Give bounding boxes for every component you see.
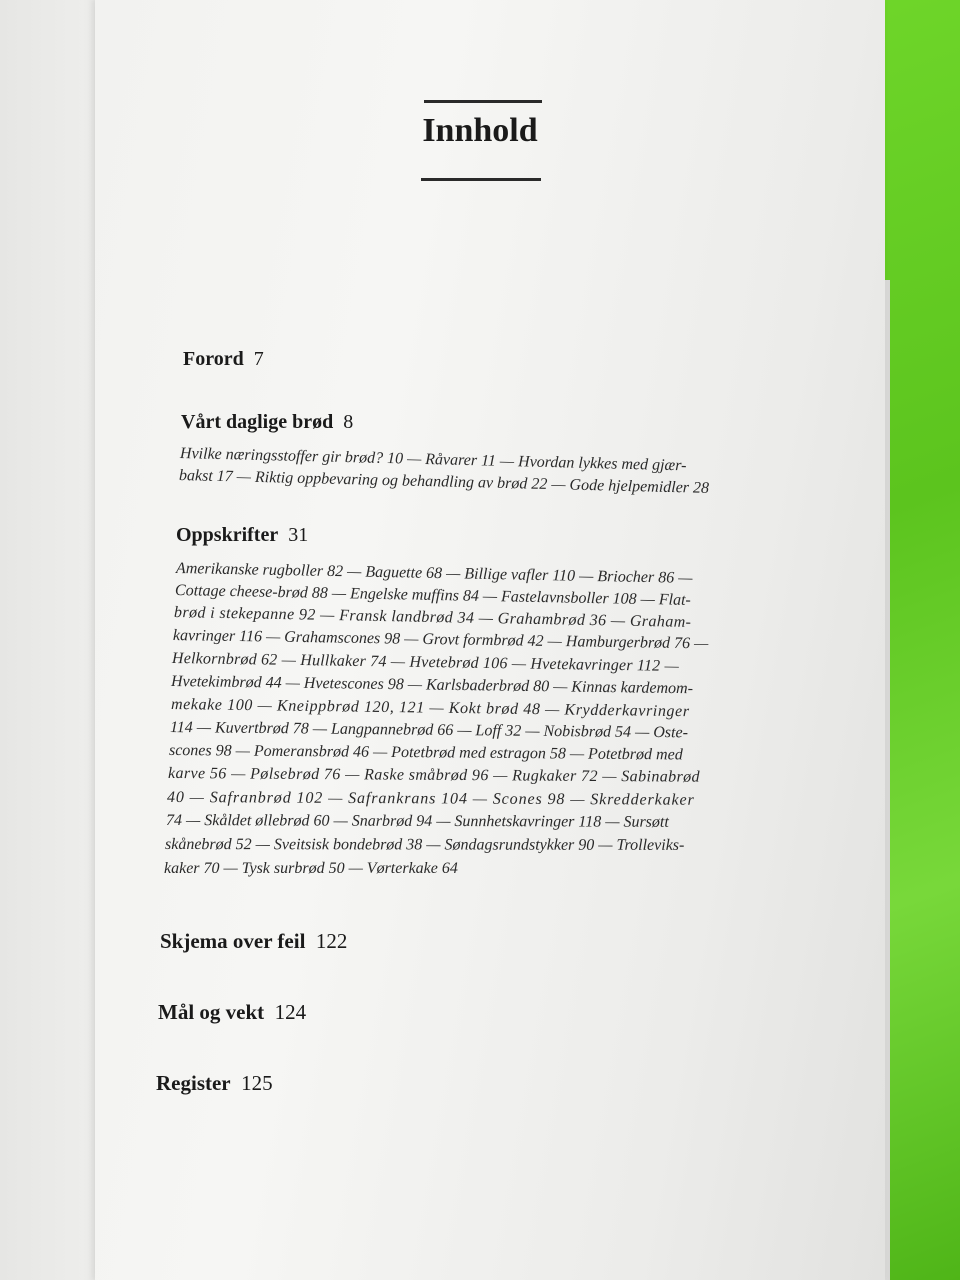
toc-entry-page: 124 (274, 1000, 307, 1024)
title-rule-top (424, 100, 542, 103)
toc-subline: skånebrød 52 — Sveitsisk bondebrød 38 — Søndagsrundstykker 90 — Trolleviks- (164, 836, 685, 854)
toc-entry-page: 31 (288, 524, 309, 546)
toc-subline: Hvetekimbrød 44 — Hvetescones 98 — Karlsbaderbrød 80 — Kinnas kardemom- (170, 673, 694, 698)
toc-subline: brød i stekepanne 92 — Fransk landbrød 34 — Grahambrød 36 — Graham- (173, 604, 692, 631)
page-title: Innhold (422, 112, 538, 149)
toc-entry-label: Vårt daglige brød (181, 411, 334, 433)
toc-subline: Helkornbrød 62 — Hullkaker 74 — Hvetebrød 106 — Hvetekavringer 112 — (171, 650, 680, 675)
toc-entry-forord (183, 348, 264, 371)
toc-subline: kaker 70 — Tysk surbrød 50 — Vørterkake 64 (164, 860, 458, 877)
toc-subline: 74 — Skåldet øllebrød 60 — Snarbrød 94 — Sunnhetskavringer 118 — Sursøtt (165, 812, 669, 831)
toc-entry-page: 125 (241, 1071, 273, 1095)
toc-entry-page: 122 (315, 929, 348, 953)
toc-entry-oppskrifter (176, 524, 308, 547)
toc-entry-maal (158, 1000, 306, 1025)
toc-entry-label: Skjema over feil (160, 929, 306, 953)
toc-subline: 40 — Safranbrød 102 — Safrankrans 104 — Scones 98 — Skredderkaker (166, 789, 695, 809)
toc-entry-label: Forord (183, 348, 244, 370)
toc-subline: karve 56 — Pølsebrød 76 — Raske småbrød 96 — Rugkaker 72 — Sabinabrød (167, 765, 701, 786)
toc-entry-label: Oppskrifter (176, 524, 279, 546)
toc-subline: Hvilke næringsstoffer gir brød? 10 — Råvarer 11 — Hvordan lykkes med gjær- (179, 445, 687, 475)
toc-entry-register (156, 1071, 273, 1096)
toc-subline: Cottage cheese-brød 88 — Engelske muffins 84 — Fastelavnsboller 108 — Flat- (174, 582, 692, 609)
toc-entry-page: 7 (253, 348, 264, 370)
toc-subline: kavringer 116 — Grahamscones 98 — Grovt formbrød 42 — Hamburgerbrød 76 — (172, 627, 709, 653)
toc-entry-skjema (160, 929, 347, 954)
toc-entry-daglige (181, 411, 353, 434)
toc-subline: Amerikanske rugboller 82 — Baguette 68 — Billige vafler 110 — Briocher 86 — (175, 560, 693, 587)
toc-entry-label: Register (156, 1071, 231, 1095)
toc-subline: scones 98 — Pomeransbrød 46 — Potetbrød med estragon 58 — Potetbrød med (168, 742, 683, 764)
title-rule-bottom (421, 178, 541, 181)
toc-subline: 114 — Kuvertbrød 78 — Langpannebrød 66 — Loff 32 — Nobisbrød 54 — Oste- (169, 719, 689, 742)
toc-subline: mekake 100 — Kneippbrød 120, 121 — Kokt brød 48 — Krydderkavringer (170, 696, 690, 721)
toc-entry-label: Mål og vekt (158, 1000, 265, 1024)
toc-entry-page: 8 (343, 411, 354, 433)
toc-subline: bakst 17 — Riktig oppbevaring og behandling av brød 22 — Gode hjelpemidler 28 (178, 467, 710, 497)
